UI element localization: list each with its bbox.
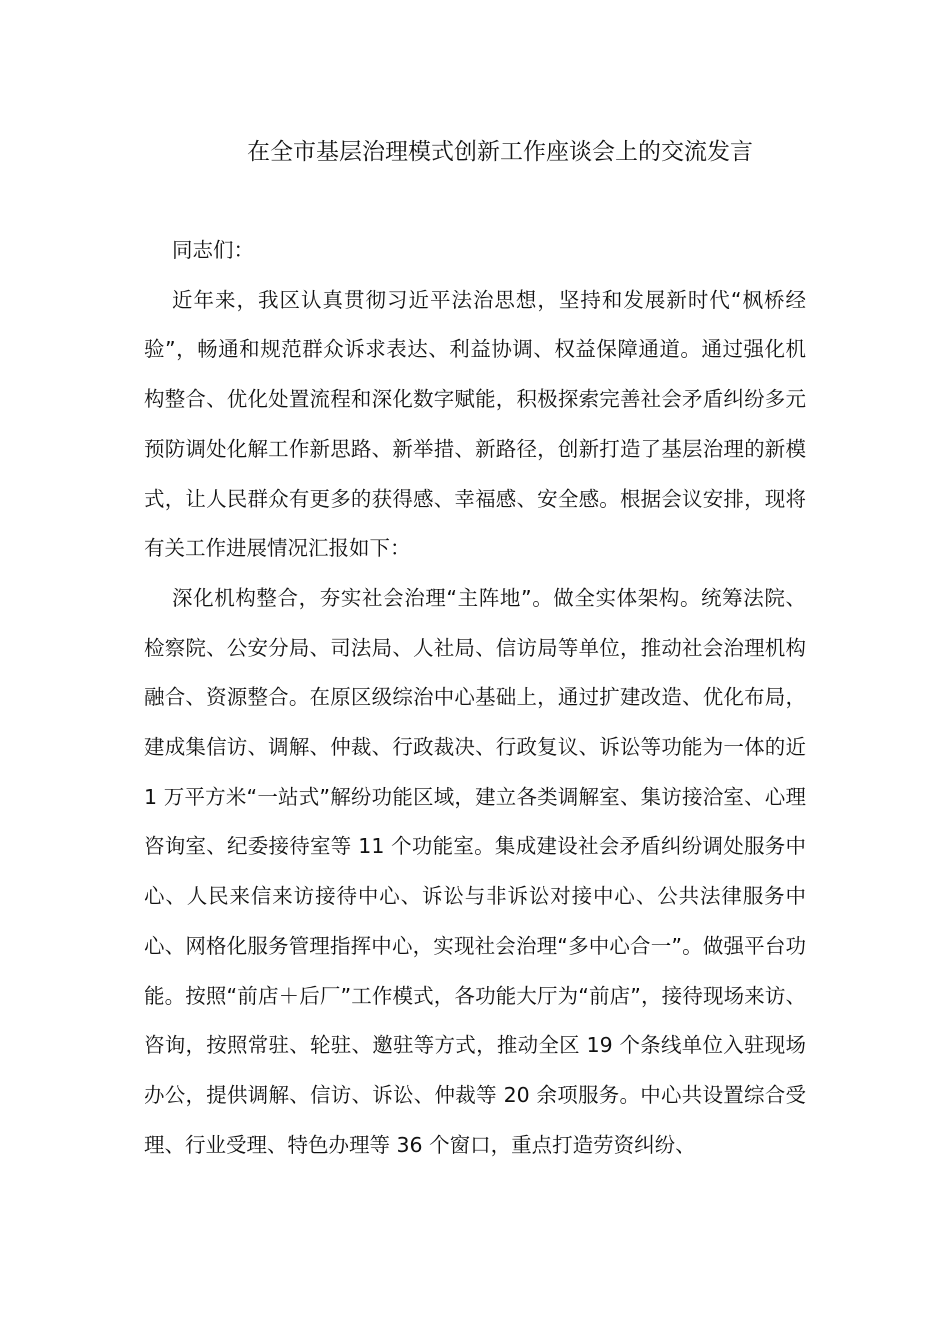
document-body bbox=[144, 226, 806, 1170]
salutation: 同志们： bbox=[172, 238, 254, 262]
paragraph-intro: 近年来，我区认真贯彻习近平法治思想，坚持和发展新时代“枫桥经验”，畅通和规范群众诉求表达、利益协调、权益保障通道。通过强化机构整合、优化处置流程和深化数字赋能，积极探索完善社会矛盾纠纷多元预防调处化解工作新思路、新举措、新路径，创新打造了基层治理的新模式，让人民群众有更多的获得感、幸福感、安全感。根据会议安排，现将有关工作进展情况汇报如下： bbox=[144, 287, 806, 561]
document-title: 在全市基层治理模式创新工作座谈会上的交流发言 bbox=[247, 139, 753, 165]
paragraph-institution-integration: 深化机构整合，夯实社会治理“主阵地”。做全实体架构。统筹法院、检察院、公安分局、司法局、人社局、信访局等单位，推动社会治理机构融合、资源整合。在原区级综治中心基础上，通过扩建改造、优化布局，建成集信访、调解、仲裁、行政裁决、行政复议、诉讼等功能为一体的近 1 万平方米“一站式”解纷功能区域，建立各类调解室、集访接洽室、心理咨询室、纪委接待室等 11 个功能室。集成建设社会矛盾纠纷调处服务中心、人民来信来访接待中心、诉讼与非诉讼对接中心、公共法律服务中心、网格化服务管理指挥中心，实现社会治理“多中心合一”。做强平台功能。按照“前店＋后厂”工作模式，各功能大厅为“前店”，接待现场来访、咨询，按照常驻、轮驻、邀驻等方式，推动全区 19 个条线单位入驻现场办公，提供调解、信访、诉讼、仲裁等 20 余项服务。中心共设置综合受理、行业受理、特色办理等 36 个窗口，重点打造劳资纠纷、 bbox=[144, 585, 806, 1157]
